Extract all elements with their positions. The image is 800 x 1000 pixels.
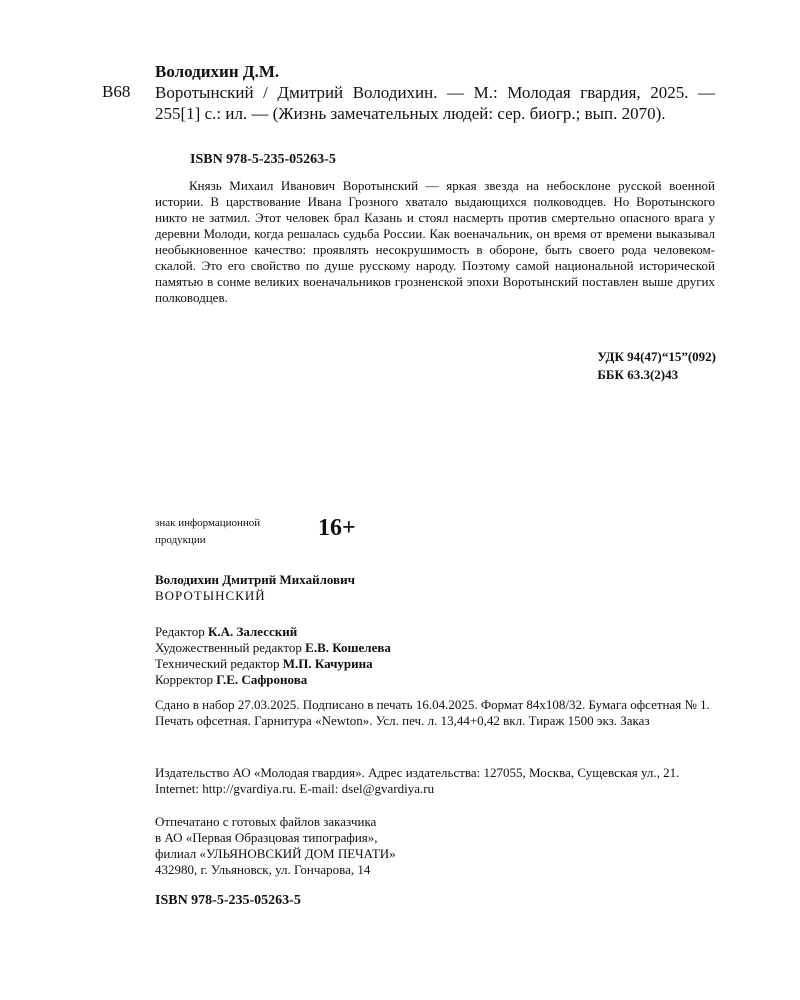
imprint-author: Володихин Дмитрий Михайлович — [155, 572, 355, 587]
catalog-code: В68 — [102, 82, 131, 101]
credit-line — [155, 624, 720, 640]
age-rating-label-line1: знак информационной — [155, 517, 261, 529]
printer-info — [155, 814, 720, 878]
credit-line — [155, 672, 720, 688]
credit-role: Редактор — [155, 624, 205, 639]
imprint-title-block — [155, 572, 720, 604]
credits-block — [155, 624, 720, 688]
annotation-text: Князь Михаил Иванович Воротынский — яркая звезда на небосклоне русской военной истории. В царствование Ивана Грозного хватало выдающихся полководцев. Но Воротынского никто не затмил. Этот человек брал Казань и стоял насмерть против смертельно опасного врага у деревни Молоди, когда решалась судьба России. Как военачальник, он время от времени выказывал необыкновенное качество: проявлять несокрушимость в обороне, быть своего рода человеком-скалой. Это его свойство по душе русскому народу. Поэтому самой национальной исторической памятью в сонме великих военачальников грозненской эпохи Воротынский поставлен выше других полководцев. — [155, 178, 715, 305]
bibliographic-text: Воротынский / Дмитрий Володихин. — М.: Молодая гвардия, 2025. — 255[1] с.: ил. — (Жизнь замечательных людей: сер. биогр.; вып. 2070). — [155, 83, 715, 123]
imprint-title: ВОРОТЫНСКИЙ — [155, 588, 266, 603]
publisher-info: Издательство АО «Молодая гвардия». Адрес издательства: 127055, Москва, Сущевская ул., 21. Internet: http://gvardiya.ru. E-mail: dsel@gvardiya.ru — [155, 765, 680, 796]
bbk-code: ББК 63.3(2)43 — [597, 367, 679, 382]
catalog-isbn: ISBN 978-5-235-05263-5 — [190, 152, 336, 167]
credit-name: Г.Е. Сафронова — [216, 672, 308, 687]
imprint-isbn: ISBN 978-5-235-05263-5 — [155, 893, 301, 908]
age-rating-label — [155, 515, 325, 549]
printer-line: 432980, г. Ульяновск, ул. Гончарова, 14 — [155, 862, 371, 877]
printer-line: Отпечатано с готовых файлов заказчика — [155, 814, 377, 829]
printer-line: в АО «Первая Образцовая типография», — [155, 830, 378, 845]
credit-role: Технический редактор — [155, 656, 280, 671]
udk-code: УДК 94(47)“15”(092) — [597, 349, 716, 364]
catalog-author-heading: Володихин Д.М. — [155, 62, 280, 81]
credit-role: Художественный редактор — [155, 640, 302, 655]
print-details: Сдано в набор 27.03.2025. Подписано в печать 16.04.2025. Формат 84х108/32. Бумага офсетная № 1. Печать офсетная. Гарнитура «Newton». Усл. печ. л. 13,44+0,42 вкл. Тираж 1500 экз. Заказ — [155, 697, 710, 728]
classification-codes — [597, 348, 716, 384]
credit-name: Е.В. Кошелева — [305, 640, 391, 655]
credit-role: Корректор — [155, 672, 213, 687]
bibliographic-description — [155, 82, 715, 124]
credit-name: К.А. Залесский — [207, 624, 298, 639]
credit-line — [155, 640, 720, 656]
age-rating-label-line2: продукции — [155, 534, 206, 546]
credit-line — [155, 656, 720, 672]
printer-line: филиал «УЛЬЯНОВСКИЙ ДОМ ПЕЧАТИ» — [155, 846, 396, 861]
credit-name: М.П. Качурина — [282, 656, 373, 671]
age-rating-value: 16+ — [318, 515, 356, 541]
